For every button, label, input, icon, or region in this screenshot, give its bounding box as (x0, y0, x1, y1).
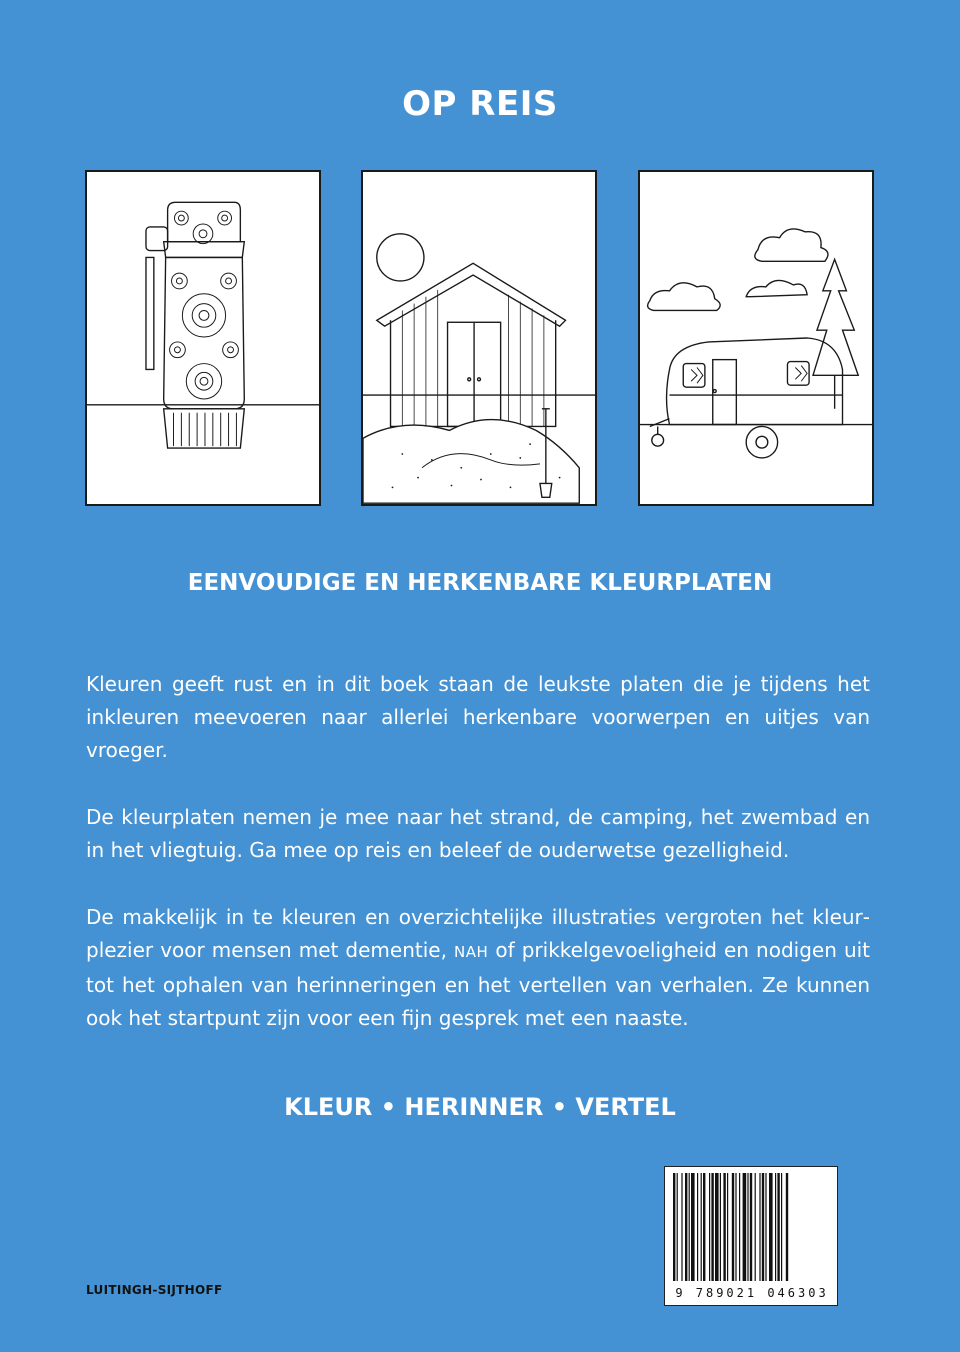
barcode-bar (711, 1173, 713, 1281)
coloring-plate-caravan (638, 170, 874, 506)
barcode-bar (681, 1173, 682, 1281)
caravan-illustration (640, 172, 872, 504)
tagline: KLEUR • HERINNER • VERTEL (284, 1093, 676, 1121)
blurb (86, 668, 870, 1069)
blurb-paragraph-3-end: of prikkelgevoeligheid en nodigen uit tot het ophalen van herinneringen en het vertellen van verhalen. Ze kunnen ook het startpunt zijn voor een fijn gesprek met een naaste. (86, 938, 871, 1030)
barcode-bar (743, 1173, 747, 1281)
barcode-bar (781, 1173, 782, 1281)
barcode-bar (786, 1173, 788, 1281)
barcode-bars (671, 1173, 833, 1283)
barcode-bar (732, 1173, 734, 1281)
thermos-flask-illustration (87, 172, 319, 504)
barcode-bar (709, 1173, 710, 1281)
barcode-bar (765, 1173, 766, 1281)
barcode-bar (777, 1173, 779, 1281)
barcode-bar (762, 1173, 764, 1281)
book-title: OP REIS (402, 84, 558, 124)
abbreviation-nah: NAH (454, 943, 489, 961)
barcode-bar (715, 1173, 719, 1281)
barcode-bar (739, 1173, 740, 1281)
barcode-bar (701, 1173, 702, 1281)
blurb-paragraph-2: De kleurplaten nemen je mee naar het strand, de camping, het zwembad en in het vliegtuig. Ga mee op reis en beleef de ouderwetse gezelligheid. (86, 805, 870, 862)
coloring-plate-thermos (85, 170, 321, 506)
barcode-bar (677, 1173, 678, 1281)
barcode-bar (697, 1173, 698, 1281)
isbn-barcode (664, 1166, 838, 1306)
barcode-bar (769, 1173, 773, 1281)
barcode-bar (735, 1173, 736, 1281)
blurb-paragraph-3-start: De makkelijk in te kleuren en overzichtelijke illustraties vergroten het kleurplezier voor mensen met dementie, (86, 905, 870, 962)
barcode-bar (723, 1173, 725, 1281)
barcode-bar (747, 1173, 748, 1281)
barcode-bar (759, 1173, 760, 1281)
cover-subtitle: EENVOUDIGE EN HERKENBARE KLEURPLATEN (187, 570, 773, 596)
blurb-paragraph-3 (86, 901, 870, 1035)
beach-hut-illustration (363, 172, 595, 504)
coloring-plate-beach-hut (361, 170, 597, 506)
barcode-bar (755, 1173, 756, 1281)
isbn-number: 9 789021 046303 (675, 1286, 829, 1300)
barcode-bar (689, 1173, 690, 1281)
barcode-bar (691, 1173, 695, 1281)
barcode-bar (775, 1173, 776, 1281)
barcode-bar (727, 1173, 728, 1281)
barcode-bar (685, 1173, 687, 1281)
barcode-bar (673, 1173, 675, 1281)
blurb-paragraph-1: Kleuren geeft rust en in dit boek staan de leukste platen die je tijdens het inkleuren meevoeren naar allerlei herkenbare voorwerpen en uitjes van vroeger. (86, 672, 870, 762)
barcode-bar (703, 1173, 705, 1281)
publisher-logo: LUITINGH-SIJTHOFF (86, 1283, 223, 1297)
barcode-bar (750, 1173, 752, 1281)
barcode-bar (720, 1173, 721, 1281)
